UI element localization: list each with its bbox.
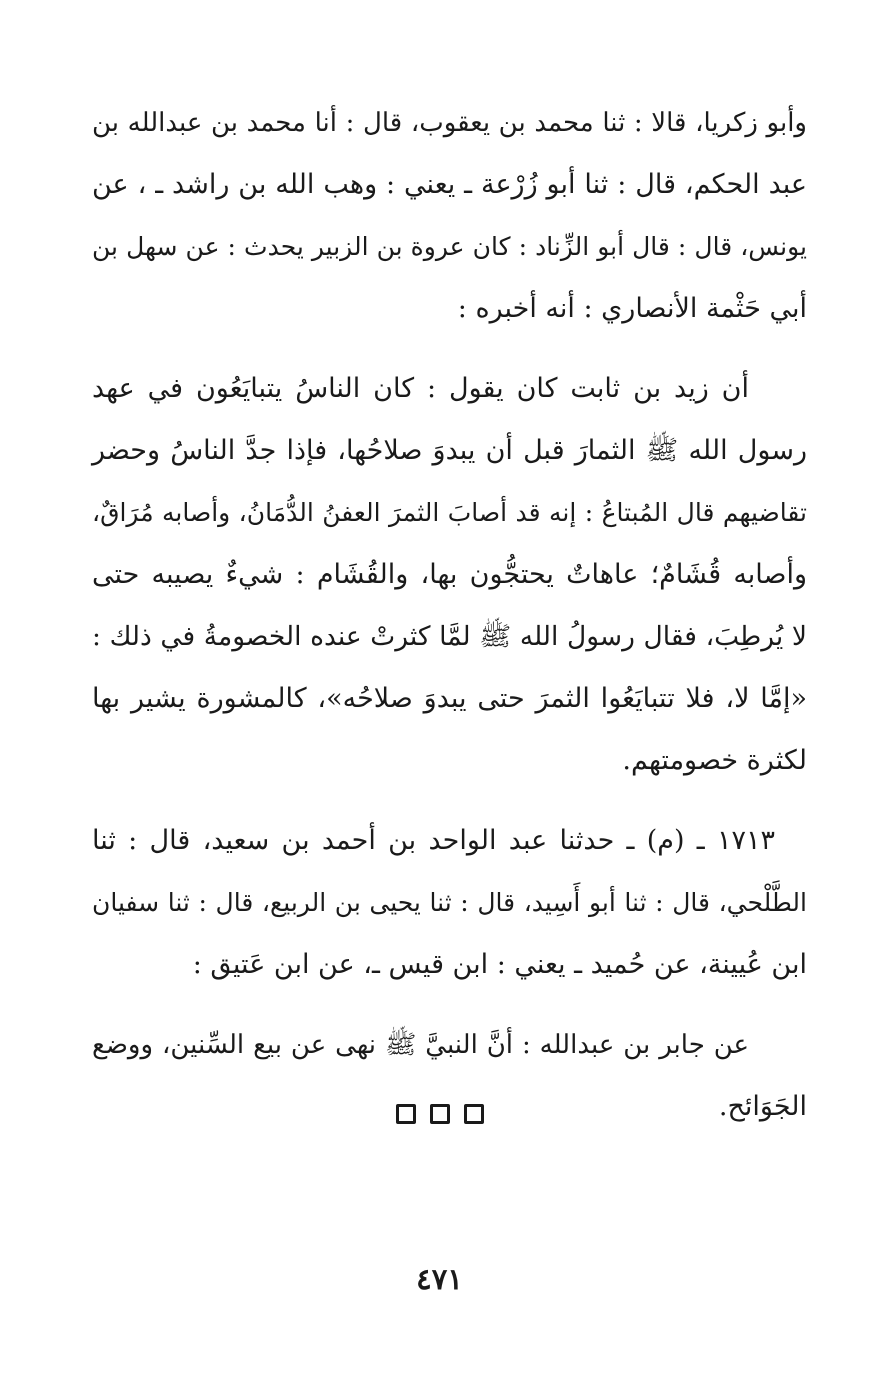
square-ornament-icon [430, 1104, 450, 1124]
section-divider-ornament [0, 1104, 879, 1124]
text-line: وأصابه قُشَامٌ؛ عاهاتٌ يحتجُّون بها، والقُشَام : شيءٌ يصيبه حتى [92, 559, 807, 590]
text-line: لكثرة خصومتهم. [622, 745, 807, 776]
text-line: الجَوَائح. [718, 1091, 807, 1122]
text-line: عبد الحكم، قال : ثنا أبو زُرْعة ـ يعني : وهب الله بن راشد ـ ، عن [92, 169, 807, 200]
text-line: تقاضيهم قال المُبتاعُ : إنه قد أصابَ الثمرَ العفنُ الدُّمَانُ، وأصابه مُرَاقٌ، [92, 498, 807, 527]
square-ornament-icon [464, 1104, 484, 1124]
text-line: الطَّلْحي، قال : ثنا أبو أَسِيد، قال : ثنا يحيى بن الربيع، قال : ثنا سفيان [92, 888, 807, 917]
text-line: رسول الله ﷺ الثمارَ قبل أن يبدوَ صلاحُها، فإذا جدَّ الناسُ وحضر [92, 435, 807, 466]
text-line: أبي حَثْمة الأنصاري : أنه أخبره : [457, 293, 807, 324]
text-line: أن زيد بن ثابت كان يقول : كان الناسُ يتبايَعُون في عهد [92, 373, 749, 404]
text-line: «إمَّا لا، فلا تتبايَعُوا الثمرَ حتى يبدوَ صلاحُه»، كالمشورة يشير بها [92, 683, 807, 714]
square-ornament-icon [396, 1104, 416, 1124]
paragraph-isnad-1 [92, 92, 807, 340]
paragraph-hadith-1 [92, 358, 807, 792]
main-text [92, 92, 807, 1138]
text-line: يونس، قال : قال أبو الزِّناد : كان عروة بن الزبير يحدث : عن سهل بن [92, 232, 807, 261]
text-line: ١٧١٣ ـ (م) ـ حدثنا عبد الواحد بن أحمد بن سعيد، قال : ثنا [92, 825, 775, 856]
paragraph-isnad-2 [92, 810, 807, 996]
text-line: عن جابر بن عبدالله : أنَّ النبيَّ ﷺ نهى عن بيع السِّنين، ووضع [92, 1030, 749, 1060]
text-line: وأبو زكريا، قالا : ثنا محمد بن يعقوب، قال : أنا محمد بن عبدالله بن [92, 108, 807, 138]
text-line: ابن عُيينة، عن حُميد ـ يعني : ابن قيس ـ، عن ابن عَتيق : [192, 949, 807, 980]
text-line: لا يُرطِبَ، فقال رسولُ الله ﷺ لمَّا كثرتْ عنده الخصومةُ في ذلك : [92, 621, 807, 652]
page-number: ٤٧١ [416, 1262, 463, 1296]
